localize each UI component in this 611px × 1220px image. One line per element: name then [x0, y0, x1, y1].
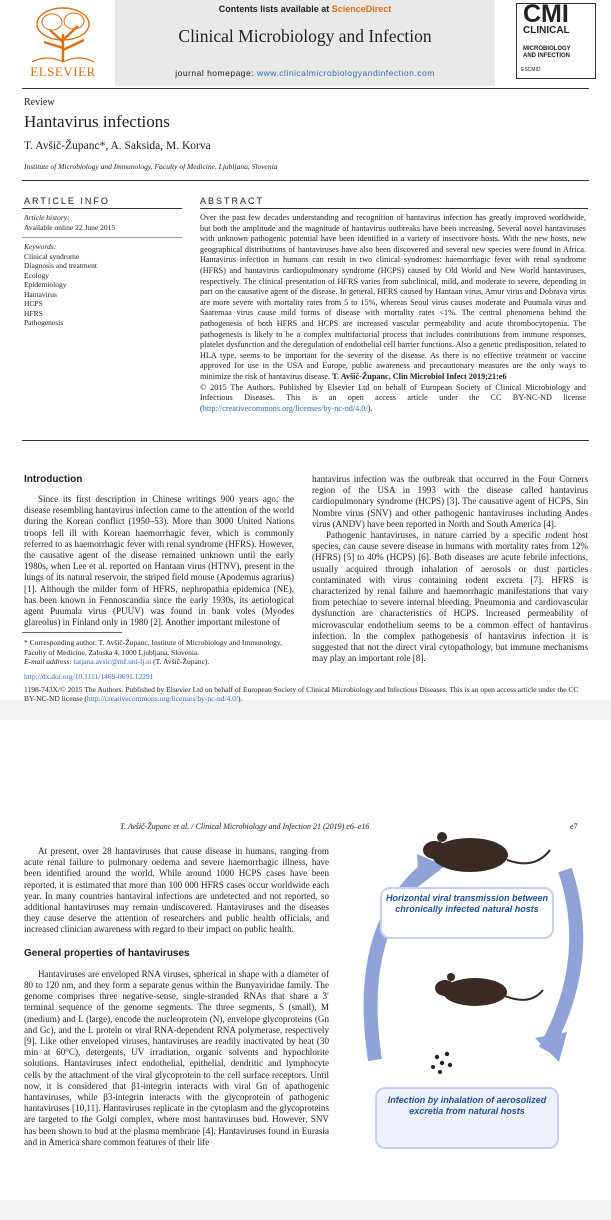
abstract-heading: ABSTRACT [200, 196, 265, 206]
article-affiliation: Institute of Microbiology and Immunology, Faculty of Medicine, Ljubljana, Slovenia [24, 162, 278, 171]
abstract-license: © 2015 The Authors. Published by Elsevier Ltd on behalf of European Society of Clinical Microbiology and Infectious Diseases. This is an open access article under the CC BY-NC-ND license ( [200, 382, 586, 413]
keyword: Pathogenesis [24, 318, 64, 327]
intro-col-right [312, 474, 588, 664]
cmi-logo [516, 0, 596, 79]
running-head: T. Avšič-Županc et al. / Clinical Microbiology and Infection 21 (2019) e6–e16 [120, 822, 370, 831]
page-number: e7 [570, 822, 578, 831]
doi-link[interactable]: http://dx.doi.org/10.1111/1469-0691.12291 [24, 672, 154, 681]
issn-end: ). [237, 694, 243, 703]
issn-license-link[interactable]: http://creativecommons.org/licenses/by-nc-nd/4.0/ [86, 694, 238, 703]
corresponding-author: * Corresponding author. T. Avšič-Županc, Institute of Microbiology and Immunology, Faculty of Medicine, Zaloska 4, 1000 Ljubljana, Slovenia. [24, 638, 283, 657]
article-type: Review [24, 97, 55, 108]
abstract-text [200, 213, 586, 414]
mouse-top-icon [423, 832, 550, 872]
article-info-heading: ARTICLE INFO [24, 196, 110, 206]
sciencedirect-link[interactable]: ScienceDirect [331, 4, 392, 14]
keyword: HFRS [24, 308, 43, 318]
keywords-block [24, 242, 189, 328]
cmi-logo-line2: MICROBIOLOGY [523, 46, 571, 52]
keyword: Hantavirus [24, 289, 57, 299]
horizontal-transmission-box: Horizontal viral transmission between chronically infected natural hosts [380, 887, 554, 939]
keyword: HCPS [24, 299, 43, 308]
abstract-rule [200, 208, 588, 209]
keyword: Epidemiology [24, 280, 67, 289]
abstract-citation: T. Avšič-Županc, Clin Microbiol Infect 2019;21:e6 [332, 371, 507, 381]
article-history [24, 213, 189, 232]
homepage-prefix: journal homepage: [175, 68, 257, 78]
journal-title: Clinical Microbiology and Infection [178, 26, 432, 46]
history-label: Article history: [24, 213, 70, 222]
article-authors: T. Avšič-Županc*, A. Saksida, M. Korva [24, 140, 211, 152]
keywords-label: Keywords: [24, 242, 57, 251]
article-info-rule [22, 208, 182, 209]
inhalation-box: Infection by inhalation of aerosolized excretia from natural hosts [375, 1087, 559, 1149]
cmi-logo-big: CMI [523, 0, 569, 28]
issn-text: 1198-743X/© 2015 The Authors. Published by Elsevier Ltd on behalf of European Society of Clinical Microbiology and Infectious Diseases. This is an open access article under the CC BY-NC-ND license ( [24, 684, 579, 703]
page2-paragraph-2: Hantaviruses are enveloped RNA viruses, spherical in shape with a diameter of 80 to 120 nm, and they form a separate genus within the Bunyaviridae family. The genome comprises three negative-sense, single-stranded RNAs that share a 3′ terminal sequence of the genome segments. The three segments, S (small), M (medium) and L (large), encode the nucleoprotein (N), envelope glycoproteins (Gn and Gc), and the L protein or viral RNA-dependent RNA polymerase, respectively [9]. Like other enveloped viruses, hantaviruses are readily inactivated by heat (30 min at 60°C), detergents, UV irradiation, organic solvents and hypochlorite solutions. Hantaviruses infect endothelial, epithelial, dendritic and lymphocyte cells by the attachment of the viral glycoprotein to the cell surface receptors. Until now, it is considered that β1-integrin interacts with viral Gn of apathogenic hantaviruses, while β3-integrin interacts with the glycoprotein of pathogenic hantaviruses [10,11]. Hantaviruses replicate in the cytoplasm and the glycoproteins are targeted to the Golgi complex, where most hantaviruses bud. However, SNV has been shown to bud at the plasma membrane [4]. Hantaviruses found in Eurasia and in America share common features of their life [24, 968, 329, 1147]
abstract-license-link[interactable]: http://creativecommons.org/licenses/by-nc-nd/4.0/ [202, 403, 368, 413]
email-line [24, 657, 294, 667]
keyword: Ecology [24, 270, 49, 280]
history-value: Available online 22 June 2015 [24, 222, 116, 232]
elsevier-wordmark: ELSEVIER [30, 64, 96, 79]
issn-line [24, 685, 589, 704]
doi-block [24, 672, 589, 704]
article-title: Hantavirus infections [24, 112, 170, 131]
homepage-link[interactable]: www.clinicalmicrobiologyandinfection.com [256, 68, 435, 78]
intro-paragraph-2b: Pathogenic hantaviruses, in nature carried by a specific rodent host species, can cause severe disease in humans with mortality rates from 12% (HFRS) [5] to 40% (HCPS) [6]. Both diseases are acute febrile infections, usually acquired through inhalation of aerosols or dust particles contaminated with virus containing rodent excreta [7]. HFRS is characterized by renal failure and haemorrhagic manifestations that vary from petechiae to severe internal bleeding. Pneumonia and cardiovascular dysfunction are characteristics of HCPS. Increased permeability of microvascular endothelium seems to be a common effect of hantavirus infection. In the complex pathogenesis of hantavirus infection it is suggested that not the direct viral cytopathology, but immune mechanisms may play an important role [8]. [312, 530, 588, 664]
general-properties-heading: General properties of hantaviruses [24, 947, 190, 959]
cmi-logo-lines [523, 46, 571, 60]
history-rule [22, 237, 182, 238]
escmid-mark: ESCMID [521, 67, 541, 73]
intro-paragraph-1: Since its first description in Chinese writings 900 years ago, the disease resembling hantavirus infection came to the attention of the world during the Korean conflict (1950–53). More than 3000 United Nations troops fell ill with Korean haemorrhagic fever, which is commonly referred to as haemorrhagic fever with renal syndrome (HFRS). However, the causative agent of the disease remained unknown until the early 1980s, when Lee et al. reported on Hantaan virus (HTNV), present in the lungs of its natural reservoir, the striped field mouse (Apodemus agrarius) [1]. Although the milder form of HFRS, nephropathia epidemica (NE), has been known in Fennoscandia since the early 1930s, its aetiological agent Puumala virus (PUUV) was found in bank voles (Myodes glareolus) in Finland only in 1980 [2]. Another important milestone of [24, 494, 294, 628]
page2-col-left [24, 846, 329, 1148]
mouse-bottom-icon [435, 973, 543, 1006]
email-after: (T. Avšič-Županc). [151, 657, 210, 666]
footnote-rule [22, 632, 122, 633]
intro-col-left [24, 494, 294, 628]
transmission-figure [345, 800, 595, 1220]
journal-homepage [115, 68, 495, 78]
email-label: E-mail address: [24, 657, 74, 666]
intro-heading: Introduction [24, 474, 83, 485]
cmi-logo-line3: AND INFECTION [523, 53, 570, 59]
abstract-license-end: ). [367, 403, 373, 413]
abstract-body: Over the past few decades understanding and recognition of hantavirus infection has greatly improved worldwide, but both the amplitude and the magnitude of hantavirus outbreaks have been increasing. Several novel hantaviruses with unknown pathogenic potential have been identified in a variety of insectivore hosts. With the new hosts, new geographical distributions of hantaviruses have also been discovered and several new species were found in Africa. Hantavirus infection in humans can result in two clinical syndromes: haemorrhagic fever with renal syndrome (HFRS) and hantavirus cardiopulmonary syndrome (HCPS) caused by Old World and New World hantaviruses, respectively. The clinical presentation of HFRS varies from subclinical, mild, and moderate to severe, depending in part on the causative agent of the disease. In general, HFRS caused by Hantaan virus, Amur virus and Dobrava virus are more severe with mortality rates from 5 to 15%, whereas Seoul virus causes moderate and Puumala virus and Saaremaa virus cause mild forms of disease with mortality rates <1%. The central phenomena behind the pathogenesis of both HFRS and HCPS are increased vascular permeability and acute thrombocytopenia. The pathogenesis is likely to be a complex multifactorial process that includes contributions from immune responses, platelet dysfunction and the deregulation of endothelial cell barrier functions. Also a genetic predisposition, related to HLA type, seems to be important for the severity of the disease. As there is no effective treatment or vaccine approved for use in the USA and Europe, public awareness and precautionary measures are the only ways to minimize the risk of hantavirus disease. [200, 213, 586, 381]
contents-line [115, 4, 495, 14]
abstract-end-rule [22, 440, 589, 441]
contents-prefix: Contents lists available at [218, 4, 332, 14]
keyword: Clinical syndrome [24, 251, 80, 261]
cmi-logo-line1: CLINICAL [523, 25, 570, 36]
intro-paragraph-2a: hantavirus infection was the outbreak that occurred in the Four Corners region of the USA in 1993 with the disease called hantavirus cardiopulmonary syndrome (HCPS) [3]. The causative agent of HCPS, Sin Nombre virus (SNV) and other pathogenic hantaviruses including Andes virus (ANDV) have been reported in North and South America [4]. [312, 474, 588, 529]
page2-paragraph-1: At present, over 28 hantaviruses that cause disease in humans, ranging from acute renal failure to pulmonary oedema and severe haemorrhagic illness, have been identified around the world. While around 1000 HCPS cases have been reported, it is estimated that more than 100 000 HFRS cases occur worldwide each year. In many countries hantaviral infections are undetected and not reported, so additional hantaviruses may remain undiscovered. Hantaviruses and the diseases they cause deserve the attention of researchers and public health officials, and increased clinician awareness with regard to their impact on public health. [24, 846, 329, 935]
email-link[interactable]: tatjana.avsic@mf.uni-lj.si [73, 657, 152, 666]
affil-rule [22, 180, 589, 181]
keyword: Diagnosis and treatment [24, 261, 97, 270]
footnote [24, 638, 294, 667]
header-rule [22, 88, 589, 89]
excreta-dots-icon [431, 1052, 452, 1074]
